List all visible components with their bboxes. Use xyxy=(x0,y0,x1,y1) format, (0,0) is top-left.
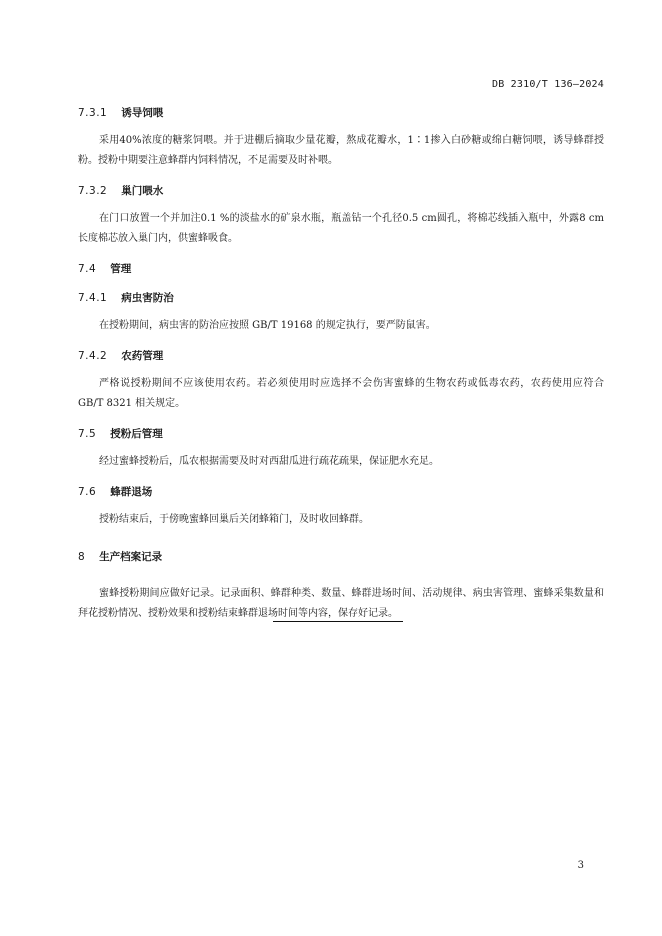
page-number: 3 xyxy=(577,860,584,871)
paragraph-7-4-2: 严格说授粉期间不应该使用农药。若必须使用时应选择不会伤害蜜蜂的生物农药或低毒农药，农药使用应符合 GB/T 8321 相关规定。 xyxy=(78,378,604,409)
paragraph-7-3-1: 采用40%浓度的糖浆饲喂。并于进棚后摘取少量花瓣，熬成花瓣水，1∶1掺入白砂糖或绵白糖饲喂，诱导蜂群授粉。授粉中期要注意蜂群内饲料情况，不足需要及时补喂。 xyxy=(78,135,604,166)
section-title: 巢门喂水 xyxy=(121,185,164,197)
document-body xyxy=(78,104,604,624)
end-rule xyxy=(273,621,403,622)
heading-7-3-1 xyxy=(78,104,604,122)
section-title: 蜂群退场 xyxy=(110,486,153,498)
section-number: 7.3.2 xyxy=(78,185,108,197)
section-number: 7.5 xyxy=(78,428,97,440)
section-title: 授粉后管理 xyxy=(110,428,163,440)
paragraph-7-5: 经过蜜蜂授粉后，瓜农根据需要及时对西甜瓜进行疏花疏果，保证肥水充足。 xyxy=(99,456,439,467)
section-number: 7.3.1 xyxy=(78,107,108,119)
heading-7-3-2 xyxy=(78,182,604,200)
heading-7-4-1 xyxy=(78,289,604,307)
paragraph-7-4-1: 在授粉期间，病虫害的防治应按照 GB/T 19168 的规定执行，要严防鼠害。 xyxy=(99,320,436,331)
paragraph-7-6: 授粉结束后，于傍晚蜜蜂回巢后关闭蜂箱门，及时收回蜂群。 xyxy=(99,514,369,525)
section-title: 病虫害防治 xyxy=(121,292,174,304)
document-code: DB 2310/T 136—2024 xyxy=(492,79,604,90)
section-number: 7.4.1 xyxy=(78,292,108,304)
paragraph-7-3-2: 在门口放置一个并加注0.1 %的淡盐水的矿泉水瓶，瓶盖钻一个孔径0.5 cm圆孔，将棉芯线插入瓶中，外露8 cm长度棉芯放入巢门内，供蜜蜂吸食。 xyxy=(78,213,604,244)
section-title: 诱导饲喂 xyxy=(121,107,164,119)
section-title: 农药管理 xyxy=(121,350,164,362)
section-number: 7.4 xyxy=(78,263,97,275)
heading-7-5 xyxy=(78,425,604,443)
heading-8 xyxy=(78,548,604,566)
section-title: 生产档案记录 xyxy=(99,551,163,563)
heading-7-4-2 xyxy=(78,347,604,365)
section-number: 8 xyxy=(78,551,86,563)
section-title: 管理 xyxy=(110,263,132,275)
paragraph-8: 蜜蜂授粉期间应做好记录。记录面积、蜂群种类、数量、蜂群进场时间、活动规律、病虫害管理、蜜蜂采集数量和拜花授粉情况、授粉效果和授粉结束蜂群退场时间等内容，保存好记录。 xyxy=(78,588,604,619)
section-number: 7.4.2 xyxy=(78,350,108,362)
section-number: 7.6 xyxy=(78,486,97,498)
heading-7-6 xyxy=(78,483,604,501)
heading-7-4 xyxy=(78,260,604,278)
